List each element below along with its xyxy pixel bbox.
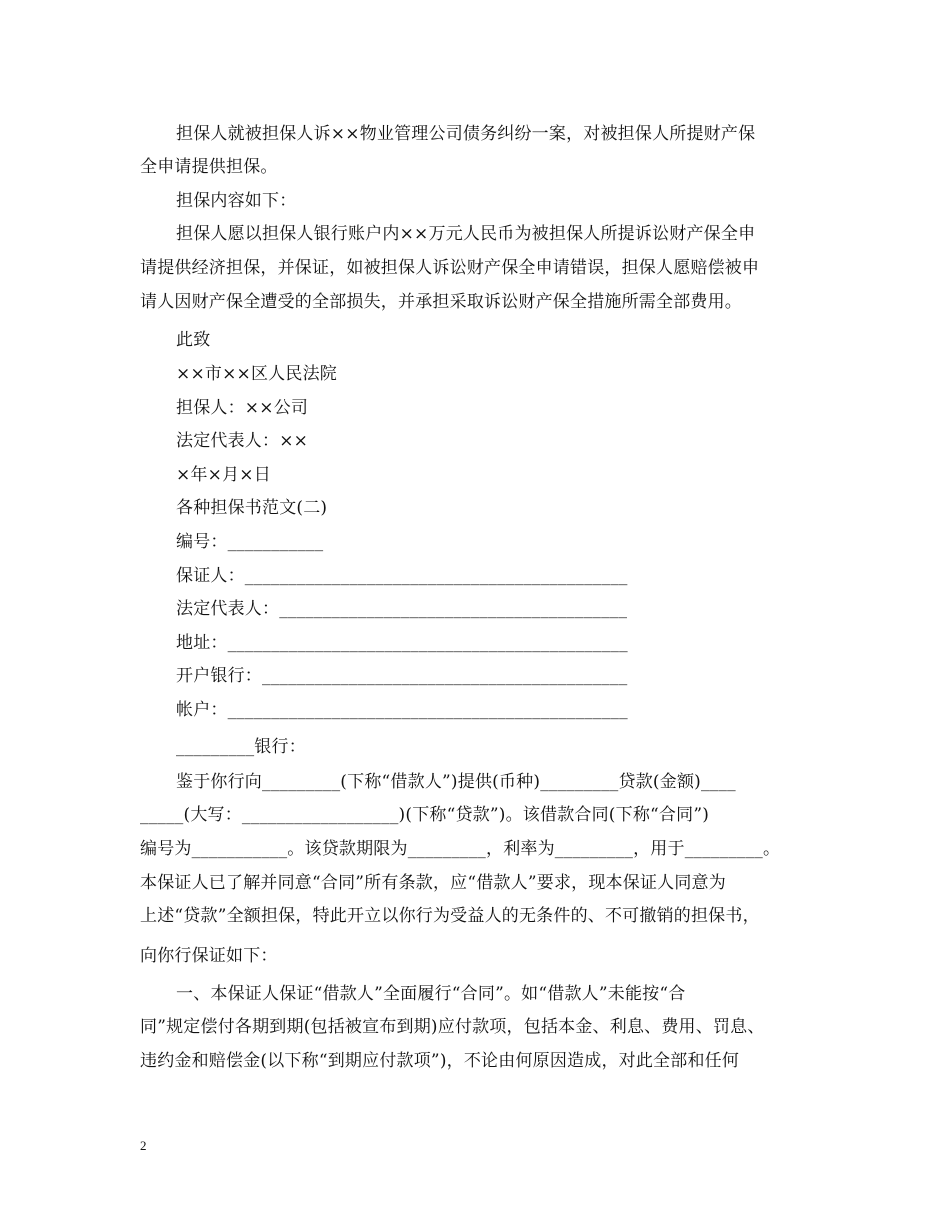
- form-field-line: 保证人：____________________________________________: [176, 566, 628, 586]
- paragraph-line: 担保人愿以担保人银行账户内××万元人民币为被担保人所提诉讼财产保全申: [176, 224, 756, 244]
- bank-address-line: _________银行：: [176, 737, 306, 757]
- paragraph-line: 全申请提供担保。: [140, 157, 278, 177]
- paragraph-line: 向你行保证如下：: [140, 946, 278, 966]
- paragraph-line: 鉴于你行向_________(下称“借款人”)提供(币种)_________贷款(金额)____: [176, 772, 736, 792]
- form-field-line: 法定代表人：________________________________________: [176, 599, 628, 619]
- form-field-line: 编号：___________: [176, 532, 324, 552]
- paragraph-line: 编号为___________。该贷款期限为_________，利率为_________，用于_________。: [140, 839, 781, 859]
- paragraph-line: 违约金和赔偿金(以下称“到期应付款项”)，不论由何原因造成，对此全部和任何: [140, 1051, 740, 1071]
- paragraph-line: _____(大写：__________________)(下称“贷款”)。该借款合同(下称“合同”): [140, 805, 710, 825]
- paragraph-line: 担保人就被担保人诉××物业管理公司债务纠纷一案，对被担保人所提财产保: [176, 124, 756, 144]
- paragraph-line: 上述“贷款”全额担保，特此开立以你行为受益人的无条件的、不可撤销的担保书，: [140, 906, 760, 926]
- paragraph-line: 本保证人已了解并同意“合同”所有条款，应“借款人”要求，现本保证人同意为: [140, 873, 726, 893]
- form-field-line: 地址：______________________________________________: [176, 633, 628, 653]
- form-field-line: 帐户：______________________________________________: [176, 700, 628, 720]
- page-number: 2: [140, 1138, 147, 1153]
- paragraph-line: 担保内容如下：: [176, 191, 297, 211]
- form-field-line: 开户银行：__________________________________________: [176, 666, 628, 686]
- paragraph-line: 请人因财产保全遭受的全部损失，并承担采取诉讼财产保全措施所需全部费用。: [140, 292, 742, 312]
- salutation-line: 此致: [176, 330, 211, 350]
- paragraph-line: 请提供经济担保，并保证，如被担保人诉讼财产保全申请错误，担保人愿赔偿被申: [140, 258, 760, 278]
- guarantor-line: 担保人：××公司: [176, 398, 309, 418]
- representative-line: 法定代表人：××: [176, 431, 309, 451]
- paragraph-line: 同”规定偿付各期到期(包括被宣布到期)应付款项，包括本金、利息、费用、罚息、: [140, 1017, 765, 1037]
- paragraph-line: 一、本保证人保证“借款人”全面履行“合同”。如“借款人”未能按“合: [176, 984, 686, 1004]
- section-title: 各种担保书范文(二): [176, 498, 328, 518]
- recipient-line: ××市××区人民法院: [176, 364, 337, 384]
- date-line: ×年×月×日: [176, 465, 271, 485]
